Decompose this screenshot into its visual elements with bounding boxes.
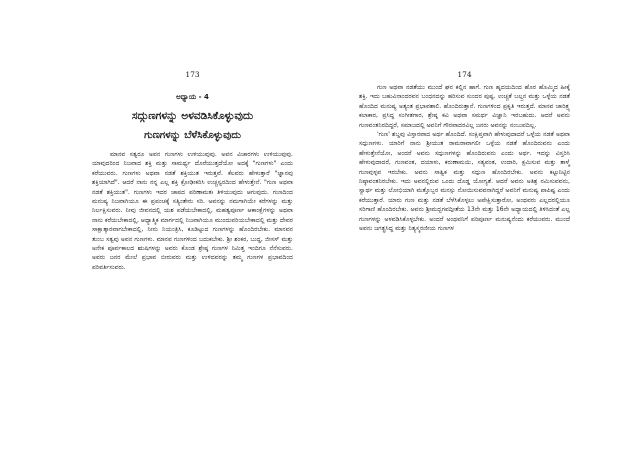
chapter-heading: ಅಧ್ಯಾಯ - 4 (176, 93, 209, 101)
right-page (319, 0, 638, 452)
body-paragraph: ಮಾನವ ಸತ್ವರೂ ಅವನ ಗುಣಗಳು ಉಳಿಯುವುವು. ಅವನ ವಿಚಾರಗಳು ಉಳಿಯುವುವು. ಯಾವುದರಿಂದ ನಿಜವಾದ ಶಕ್ತಿ ಮತ್ತು ಸಾಮರ್ಥ್ಯ ದೊರೆಯುತ್ತದೆಯೋ ಅದಕ್ಕೆ "ಗುಣಗಳು" ಎಂದು ಕರೆಯುವರು. ಗುಣಗಳು ಅಥವಾ ನಡತೆ ಶಕ್ತಿಯುತ ಇರುತ್ತವೆ. ಕೆಲವರು ಹೇಳುತ್ತಾರೆ "ಜ್ಞಾನವು ಶಕ್ತಿಯಾಗಿದೆ". ಆದರೆ ನಾನು ನನ್ನ ಎಲ್ಲ ಶಕ್ತಿ ಕ್ರೋಢೀಕರಿಸಿ ಉಚ್ಚಸ್ವರದಿಂದ ಹೇಳುತ್ತೇನೆ. "ಗುಣ ಅಥವಾ ನಡತೆ ಶಕ್ತಿಯುತ". ಗುಣಗಳು ಇದರ ಚಾಪದ ಪರಿಣಾಮತಃ ತಿಳಿಯುವುದು ಆಗುವುದು. ಗುಣದಿಂದ ಮನುಷ್ಯ ನಿಜವಾಗಿಯೂ ಈ ಪ್ರಪಂಚಕ್ಕೆ ಸತ್ಯಿಂತೇರು ಸರಿ. ಅವನನ್ನು ನಮಗಾಗಿಯೇ ಕರೆಗಳನ್ನು ಮತ್ತು ನಿರ್ಲಕ್ಷಿಸುವರು. ನೀವು ಜೀವನದಲ್ಲಿ ಯಶ ಪಡೆಯಬೇಕಾದಲ್ಲಿ, ಮಹತ್ವಪೂರ್ಣ ಆಕಾಂಕ್ಷೆಗಳನ್ನು ಅಥವಾ ನಾನು ಕರೆಯಬೇಕಾದಲ್ಲಿ, ಆಧ್ಯಾತ್ಮಿಕ ಮಾರ್ಗದಲ್ಲಿ ನಿಜವಾಗಿಯೂ ಮುಂದುವರಿಯಬೇಕಾದಲ್ಲಿ ಮತ್ತು ದೇವರ ಸಾಕ್ಷಾತ್ಕಾರವಾಗಬೇಕಾದಲ್ಲಿ, ನೀನು ನಿಯಂತ್ರಿಸಿ, ಕೂಡಿಟ್ಟುದ ಗುಣಗಳನ್ನು ಹೊಂದಿರಬೇಕು. ಮಾನವನ ತುಂಬ ಸತ್ವವು ಅವನ ಗುಣಗಳು. ಮಾನವ ಗುಣಗಳಿಂದ ಬದುಕಬೇಕು. ಶ್ರೀ ಶಂಕರ, ಬುದ್ಧ, ಜೀಸಸ್ ಮತ್ತು ಅನೇಕ ಪೂರ್ವಕಾಲದ ಋಷಿಗಳನ್ನು ಅವರು ಕೊಂಡ ಶ್ರೇಷ್ಠ ಗುಣಗಳ ನಿಮಿತ್ತ ಇಂದಿಗೂ ನೆನೆಸುವರು. ಅವರು ಜನರ ಮೇಲೆ ಪ್ರಭಾವ ಬೀರುವರು ಮತ್ತು ಉಳಿದವರನ್ನು ತಮ್ಮ ಗುಣಗಳ ಪ್ರಭಾವದಿಂದ ಪರಿವರ್ತಿಸುವರು. (92, 151, 293, 271)
section-subtitle: ಗುಣಗಳನ್ನು ಬೆಳೆಸಿಕೊಳ್ಳುವುದು (144, 130, 241, 141)
body-paragraph: ಗುಣ ಅಥವಾ ನಡತೆಯು ಮುಂದೆ ಘನ ಕಲ್ಲಿನ ಹಾಗೆ. ಗುಣ ಹೃದಯದಿಂದ ಹೊರ ಹೊಮ್ಮಿದ ಹೀಕ್ಕೆ ಶಕ್ತಿ. ಇದು ಬಹುವಿನಾಂದರವನ ಬಂಧನದನ್ನು ಹರಿಸುವ ಸುಂದರ ಪುಷ್ಪ. ಉಚ್ಚತೆ ಬಲ್ಗ್ರನ ಮತ್ತು ಒಳ್ಳೆಯ ನಡತೆ ಹೊಂದಿದ ಮನುಷ್ಯ ಅತ್ಯಂತ ಪ್ರಭಾವಶಾಲಿ. ಹೊಂದಿರುತ್ತಾನೆ. ಗುಣಗಳಿಂದ ಪ್ರಕೃತಿ ಇರುತ್ತದೆ. ಮಾನವ ಚಾರಿತ್ರ್ಯ ಕಲಾಕಾರ, ಪ್ರಸಿದ್ಧ ಸಂಗೀತಗಾರ, ಶ್ರೇಷ್ಠ ಕವಿ ಅಥವಾ ಸಮರ್ಥ ವಿಜ್ಞಾನಿ ಇರಬಹುದು. ಆದರೆ ಅವನು ಗುಣವಂತನಿರದಿದ್ದರೆ, ಸಮಾಜದಲ್ಲಿ ಅವನಿಗೆ ಗೌರವಾದರವಿಲ್ಲ ಜನರು ಅವನನ್ನು ನಂಬುವದಿಲ್ಲ. (359, 84, 570, 129)
page-number: 174 (457, 70, 472, 79)
body-paragraph: 'ಗುಣ' ಶಬ್ದವು ವಿಸ್ತಾರವಾದ ಅರ್ಥ ಹೊಂದಿದೆ. ಸಂಕ್ಷಿಪ್ತವಾಗಿ ಹೇಳುವುದಾದರೆ ಒಳ್ಳೆಯ ನಡತೆ ಅಥವಾ ಸದ್ಗುಣಗಳು. ಯಾರಿಗೆ ನಾನು ಶ್ರೀಯುತ ರಾಮರಾವಾಗಲೀ ಒಳ್ಳೆಯ ನಡತೆ ಹೊಂದಿರುವನು ಎಂದು ಹೇಳುತ್ತೇನೆಯೋ, ಅಂದರೆ ಅವನು ಸದ್ಗುಣಗಳನ್ನು ಹೊಂದಿರುವನು ಎಂದು ಅರ್ಥ. ಇದನ್ನು ವಿಸ್ತರಿಸಿ ಹೇಳುವುದಾದರೆ, ಗುಣವಂತ, ದಯಾಳು, ಕರುಣಾಮಯಿ, ಸತ್ಯವಂತ, ಉದಾರಿ, ಕ್ಷಮಿಸುವ ಮತ್ತು ತಾಳ್ಮೆ ಗುಣವುಳ್ಳವ ಇರಬೇಕು. ಅವನು ಸಾತ್ವಿಕ ಮತ್ತು ಸದ್ಗುಣ ಹೊಂದಿರಬೇಕು. ಅವನು ಕಟ್ಟುನಿಟ್ಟಿನ ನಿಷ್ಠಾವಂತನಿರಬೇಕು. ಇದು ಅವನಲ್ಲಿರುವ ಒಂದು ದೊಡ್ಡ ಯೋಗ್ಯತೆ. ಆದರೆ ಅವನು ಅತಿಶ್ರ ನಮಿಸುವವನು, ಸ್ವಾರ್ಥ ಮತ್ತು ಲೋಭಿಯಾಗಿ ಮತ್ತೊಬ್ಬರ ಮನಸ್ಸು ನೋಯಿಸುವವನಾಗಿದ್ದರೆ ಅವನಿಗೆ ಮನುಷ್ಯ ಪಾಪಿಷ್ಟ ಎಂದು ಕರೆಯುತ್ತಾರೆ. ಯಾರು ಗುಣ ಮತ್ತು ನಡತೆ ಬೆಳೆಸಿಕೊಳ್ಳಲು ಅಪೇಕ್ಷಿಸುತ್ತಾರೋ, ಅಂಥವರು ಎಲ್ಲದರಲ್ಲಿಯೂ ಸರಿಗಾಣಿ ಹೊಂದಿರಬೇಕು. ಅವನು ಶ್ರೀಮದ್ಭಗವದ್ಗೀತೆಯ 13ನೇ ಮತ್ತು 16ನೇ ಅಧ್ಯಾಯದಲ್ಲಿ ತಿಳಿಸಿದಂತೆ ಎಲ್ಲ ಗುಣಗಳನ್ನು ಅಳವಡಿಸಿಕೊಳ್ಳಬೇಕು. ಅಂದರೆ ಅಂಥವನಿಗೆ ಪರಿಪೂರ್ಣ ಮನುಷ್ಯನೆಂದು ಕರೆಯುವರು. ಮುಂದೆ ಅವನು ಜಗತ್ಪ್ರಸಿದ್ಧ ಮತ್ತು ನಿತ್ಯಸ್ಮರಣೀಯ ಗುಣಗಳ (359, 131, 570, 233)
page-number: 173 (185, 70, 200, 79)
chapter-title: ಸದ್ಗುಣಗಳನ್ನು ಅಳವಡಿಸಿಕೊಳ್ಳುವುದು (131, 110, 254, 122)
